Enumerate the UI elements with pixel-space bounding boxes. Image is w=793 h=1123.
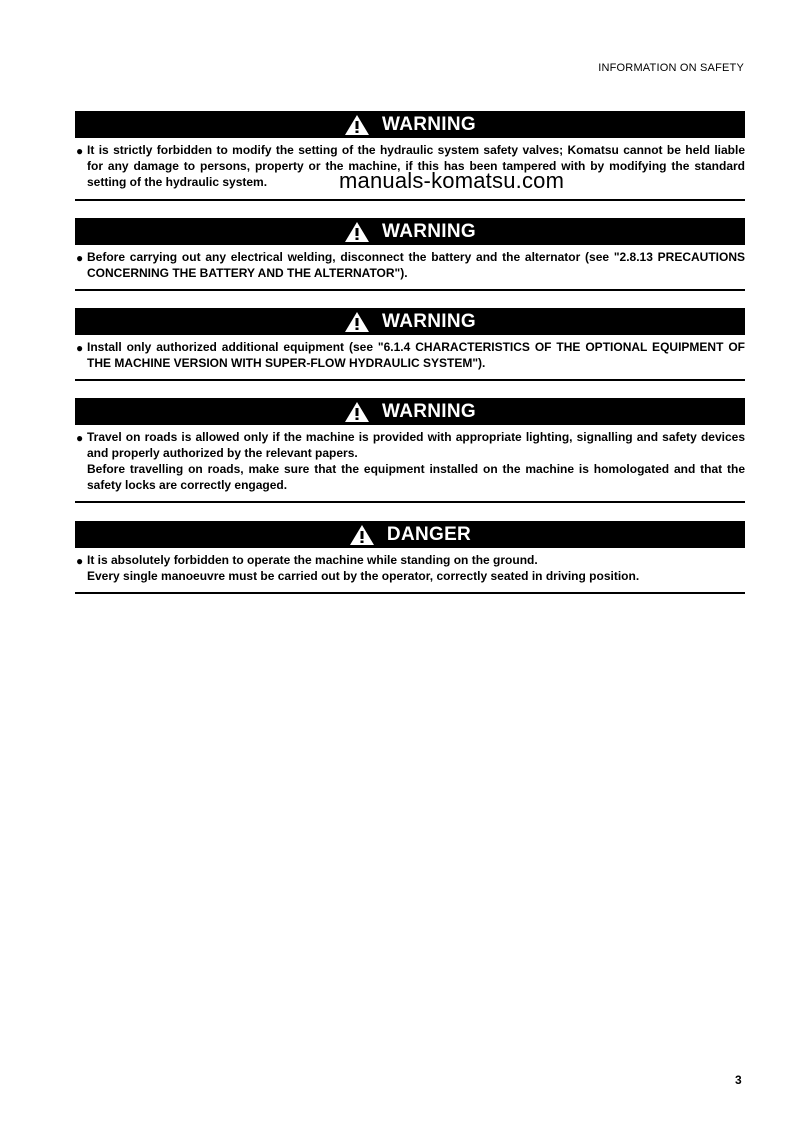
warning-notice-3 xyxy=(75,308,745,381)
page-number: 3 xyxy=(735,1073,742,1087)
notice-body xyxy=(75,548,745,584)
notice-divider xyxy=(75,379,745,381)
notice-paragraph: It is strictly forbidden to modify the setting of the hydraulic system safety valves; Komatsu cannot be held liable for any damage to persons, property or the machine, if this has been tampered with by modifying the standard setting of the hydraulic system. xyxy=(87,143,745,189)
notice-title: WARNING xyxy=(382,311,476,332)
notice-body xyxy=(75,425,745,493)
notice-paragraph: Install only authorized additional equipment (see "6.1.4 CHARACTERISTICS OF THE OPTIONAL EQUIPMENT OF THE MACHINE VERSION WITH SUPER-FLOW HYDRAULIC SYSTEM"). xyxy=(87,340,745,370)
warning-notice-4 xyxy=(75,398,745,503)
notice-title: WARNING xyxy=(382,401,476,422)
notice-paragraph: Every single manoeuvre must be carried out by the operator, correctly seated in driving position. xyxy=(87,569,640,583)
bullet-icon: ● xyxy=(76,144,84,158)
warning-header-bar xyxy=(75,218,745,245)
warning-triangle-icon xyxy=(344,114,370,136)
warning-triangle-icon xyxy=(344,401,370,423)
warning-notice-2 xyxy=(75,218,745,291)
notice-body xyxy=(75,335,745,371)
warning-triangle-icon xyxy=(349,524,375,546)
warning-header-bar xyxy=(75,111,745,138)
notice-divider xyxy=(75,592,745,594)
notice-paragraph: It is absolutely forbidden to operate the machine while standing on the ground. xyxy=(87,553,538,567)
warning-triangle-icon xyxy=(344,221,370,243)
warning-header-bar xyxy=(75,308,745,335)
bullet-icon: ● xyxy=(76,554,84,568)
notice-title: DANGER xyxy=(386,524,472,545)
bullet-icon: ● xyxy=(76,431,84,445)
bullet-icon: ● xyxy=(76,251,84,265)
notice-paragraph: Before travelling on roads, make sure that the equipment installed on the machine is homologated and that the safety locks are correctly engaged. xyxy=(87,462,745,492)
warning-triangle-icon xyxy=(344,311,370,333)
notice-divider xyxy=(75,289,745,291)
notice-divider xyxy=(75,199,745,201)
notice-paragraph: Travel on roads is allowed only if the machine is provided with appropriate lighting, signalling and safety devices and properly authorized by the relevant papers. xyxy=(87,430,745,460)
danger-header-bar xyxy=(75,521,745,548)
watermark: manuals-komatsu.com xyxy=(339,168,565,193)
notice-paragraph: Before carrying out any electrical welding, disconnect the battery and the alternator (see "2.8.13 PRECAUTIONS CONCERNING THE BATTERY AND THE ALTERNATOR"). xyxy=(87,250,745,280)
warning-header-bar xyxy=(75,398,745,425)
danger-notice xyxy=(75,521,745,594)
notice-divider xyxy=(75,501,745,503)
bullet-icon: ● xyxy=(76,341,84,355)
notice-body xyxy=(75,245,745,281)
notice-title: WARNING xyxy=(382,114,476,135)
notice-title: WARNING xyxy=(382,221,476,242)
page-header-section-title: INFORMATION ON SAFETY xyxy=(598,62,744,74)
